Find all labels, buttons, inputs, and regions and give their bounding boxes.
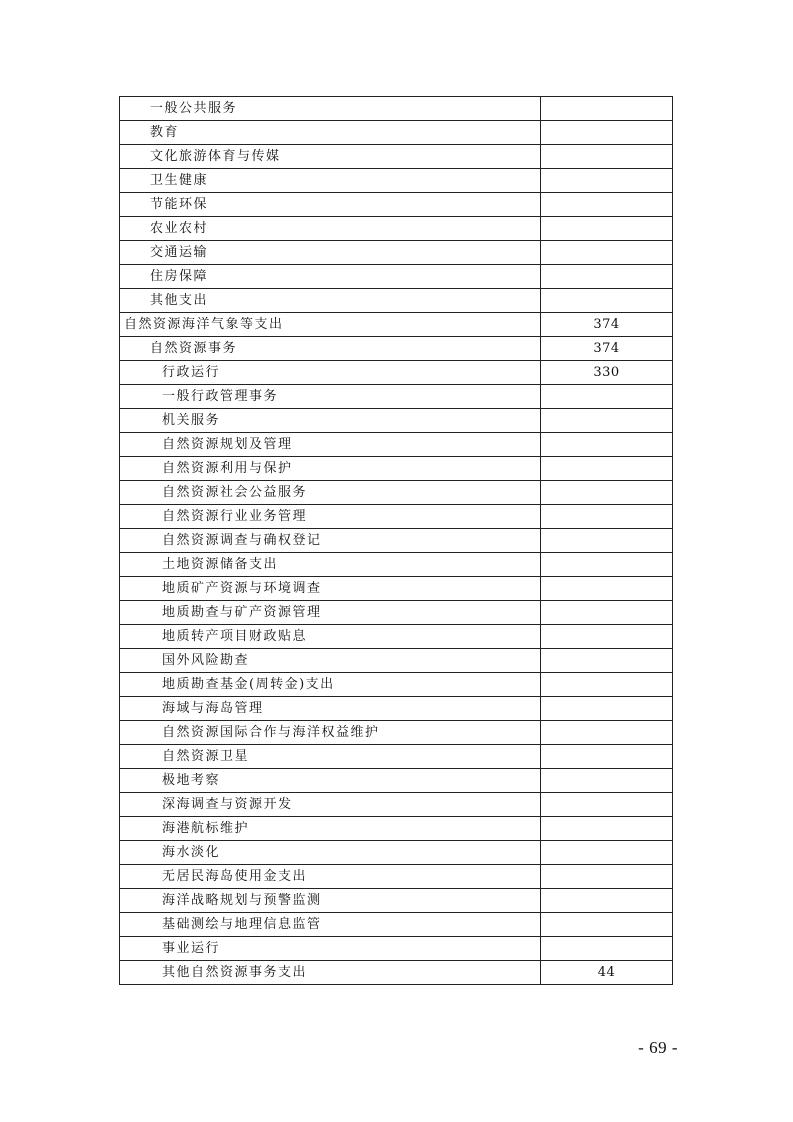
table-row xyxy=(120,553,673,577)
item-name-cell: 农业农村 xyxy=(120,217,541,241)
table-row xyxy=(120,817,673,841)
amount-cell xyxy=(541,697,673,721)
amount-cell: 44 xyxy=(541,961,673,985)
amount-cell xyxy=(541,121,673,145)
item-name-cell: 海水淡化 xyxy=(120,841,541,865)
amount-cell xyxy=(541,601,673,625)
item-name-cell: 其他自然资源事务支出 xyxy=(120,961,541,985)
amount-cell xyxy=(541,721,673,745)
table-row xyxy=(120,793,673,817)
amount-cell: 374 xyxy=(541,313,673,337)
item-name-cell: 极地考察 xyxy=(120,769,541,793)
amount-cell xyxy=(541,193,673,217)
item-name-cell: 国外风险勘查 xyxy=(120,649,541,673)
table-row xyxy=(120,433,673,457)
amount-cell xyxy=(541,769,673,793)
item-name-cell: 机关服务 xyxy=(120,409,541,433)
table-row xyxy=(120,385,673,409)
table-row xyxy=(120,217,673,241)
amount-cell xyxy=(541,457,673,481)
amount-cell xyxy=(541,889,673,913)
amount-cell xyxy=(541,97,673,121)
table-row xyxy=(120,961,673,985)
table-row xyxy=(120,193,673,217)
table-row xyxy=(120,265,673,289)
table-row xyxy=(120,721,673,745)
amount-cell: 374 xyxy=(541,337,673,361)
item-name-cell: 海域与海岛管理 xyxy=(120,697,541,721)
amount-cell xyxy=(541,433,673,457)
table-row xyxy=(120,169,673,193)
amount-cell xyxy=(541,241,673,265)
item-name-cell: 自然资源事务 xyxy=(120,337,541,361)
table-row xyxy=(120,457,673,481)
amount-cell xyxy=(541,553,673,577)
amount-cell xyxy=(541,841,673,865)
table-row xyxy=(120,121,673,145)
table-row xyxy=(120,913,673,937)
amount-cell xyxy=(541,937,673,961)
item-name-cell: 海洋战略规划与预警监测 xyxy=(120,889,541,913)
item-name-cell: 海港航标维护 xyxy=(120,817,541,841)
table-row xyxy=(120,145,673,169)
item-name-cell: 自然资源社会公益服务 xyxy=(120,481,541,505)
table-row xyxy=(120,865,673,889)
amount-cell xyxy=(541,673,673,697)
item-name-cell: 地质矿产资源与环境调查 xyxy=(120,577,541,601)
amount-cell xyxy=(541,577,673,601)
table-row xyxy=(120,841,673,865)
table-row xyxy=(120,649,673,673)
table-row xyxy=(120,313,673,337)
amount-cell xyxy=(541,817,673,841)
amount-cell xyxy=(541,481,673,505)
item-name-cell: 交通运输 xyxy=(120,241,541,265)
item-name-cell: 自然资源国际合作与海洋权益维护 xyxy=(120,721,541,745)
item-name-cell: 地质勘查与矿产资源管理 xyxy=(120,601,541,625)
table-row xyxy=(120,697,673,721)
table-row xyxy=(120,601,673,625)
table-row xyxy=(120,745,673,769)
amount-cell xyxy=(541,649,673,673)
item-name-cell: 教育 xyxy=(120,121,541,145)
item-name-cell: 事业运行 xyxy=(120,937,541,961)
amount-cell xyxy=(541,385,673,409)
item-name-cell: 一般公共服务 xyxy=(120,97,541,121)
item-name-cell: 深海调查与资源开发 xyxy=(120,793,541,817)
table-row xyxy=(120,673,673,697)
table-row xyxy=(120,337,673,361)
table-row xyxy=(120,577,673,601)
item-name-cell: 住房保障 xyxy=(120,265,541,289)
item-name-cell: 自然资源海洋气象等支出 xyxy=(120,313,541,337)
item-name-cell: 自然资源规划及管理 xyxy=(120,433,541,457)
table-row xyxy=(120,289,673,313)
item-name-cell: 自然资源调查与确权登记 xyxy=(120,529,541,553)
amount-cell xyxy=(541,217,673,241)
amount-cell xyxy=(541,625,673,649)
item-name-cell: 行政运行 xyxy=(120,361,541,385)
amount-cell xyxy=(541,265,673,289)
amount-cell xyxy=(541,409,673,433)
budget-table xyxy=(119,96,673,985)
budget-table-body xyxy=(120,97,673,985)
amount-cell xyxy=(541,145,673,169)
table-row xyxy=(120,241,673,265)
amount-cell xyxy=(541,793,673,817)
item-name-cell: 一般行政管理事务 xyxy=(120,385,541,409)
item-name-cell: 文化旅游体育与传媒 xyxy=(120,145,541,169)
item-name-cell: 自然资源利用与保护 xyxy=(120,457,541,481)
item-name-cell: 节能环保 xyxy=(120,193,541,217)
amount-cell: 330 xyxy=(541,361,673,385)
item-name-cell: 自然资源行业业务管理 xyxy=(120,505,541,529)
amount-cell xyxy=(541,745,673,769)
item-name-cell: 无居民海岛使用金支出 xyxy=(120,865,541,889)
table-row xyxy=(120,97,673,121)
item-name-cell: 基础测绘与地理信息监管 xyxy=(120,913,541,937)
amount-cell xyxy=(541,289,673,313)
item-name-cell: 卫生健康 xyxy=(120,169,541,193)
item-name-cell: 其他支出 xyxy=(120,289,541,313)
item-name-cell: 土地资源储备支出 xyxy=(120,553,541,577)
table-row xyxy=(120,361,673,385)
table-row xyxy=(120,505,673,529)
amount-cell xyxy=(541,913,673,937)
table-row xyxy=(120,889,673,913)
amount-cell xyxy=(541,169,673,193)
amount-cell xyxy=(541,865,673,889)
item-name-cell: 自然资源卫星 xyxy=(120,745,541,769)
table-row xyxy=(120,529,673,553)
table-row xyxy=(120,481,673,505)
table-row xyxy=(120,625,673,649)
amount-cell xyxy=(541,529,673,553)
table-row xyxy=(120,409,673,433)
table-row xyxy=(120,937,673,961)
amount-cell xyxy=(541,505,673,529)
table-row xyxy=(120,769,673,793)
page-number: - 69 - xyxy=(638,1038,678,1057)
item-name-cell: 地质勘查基金(周转金)支出 xyxy=(120,673,541,697)
item-name-cell: 地质转产项目财政贴息 xyxy=(120,625,541,649)
